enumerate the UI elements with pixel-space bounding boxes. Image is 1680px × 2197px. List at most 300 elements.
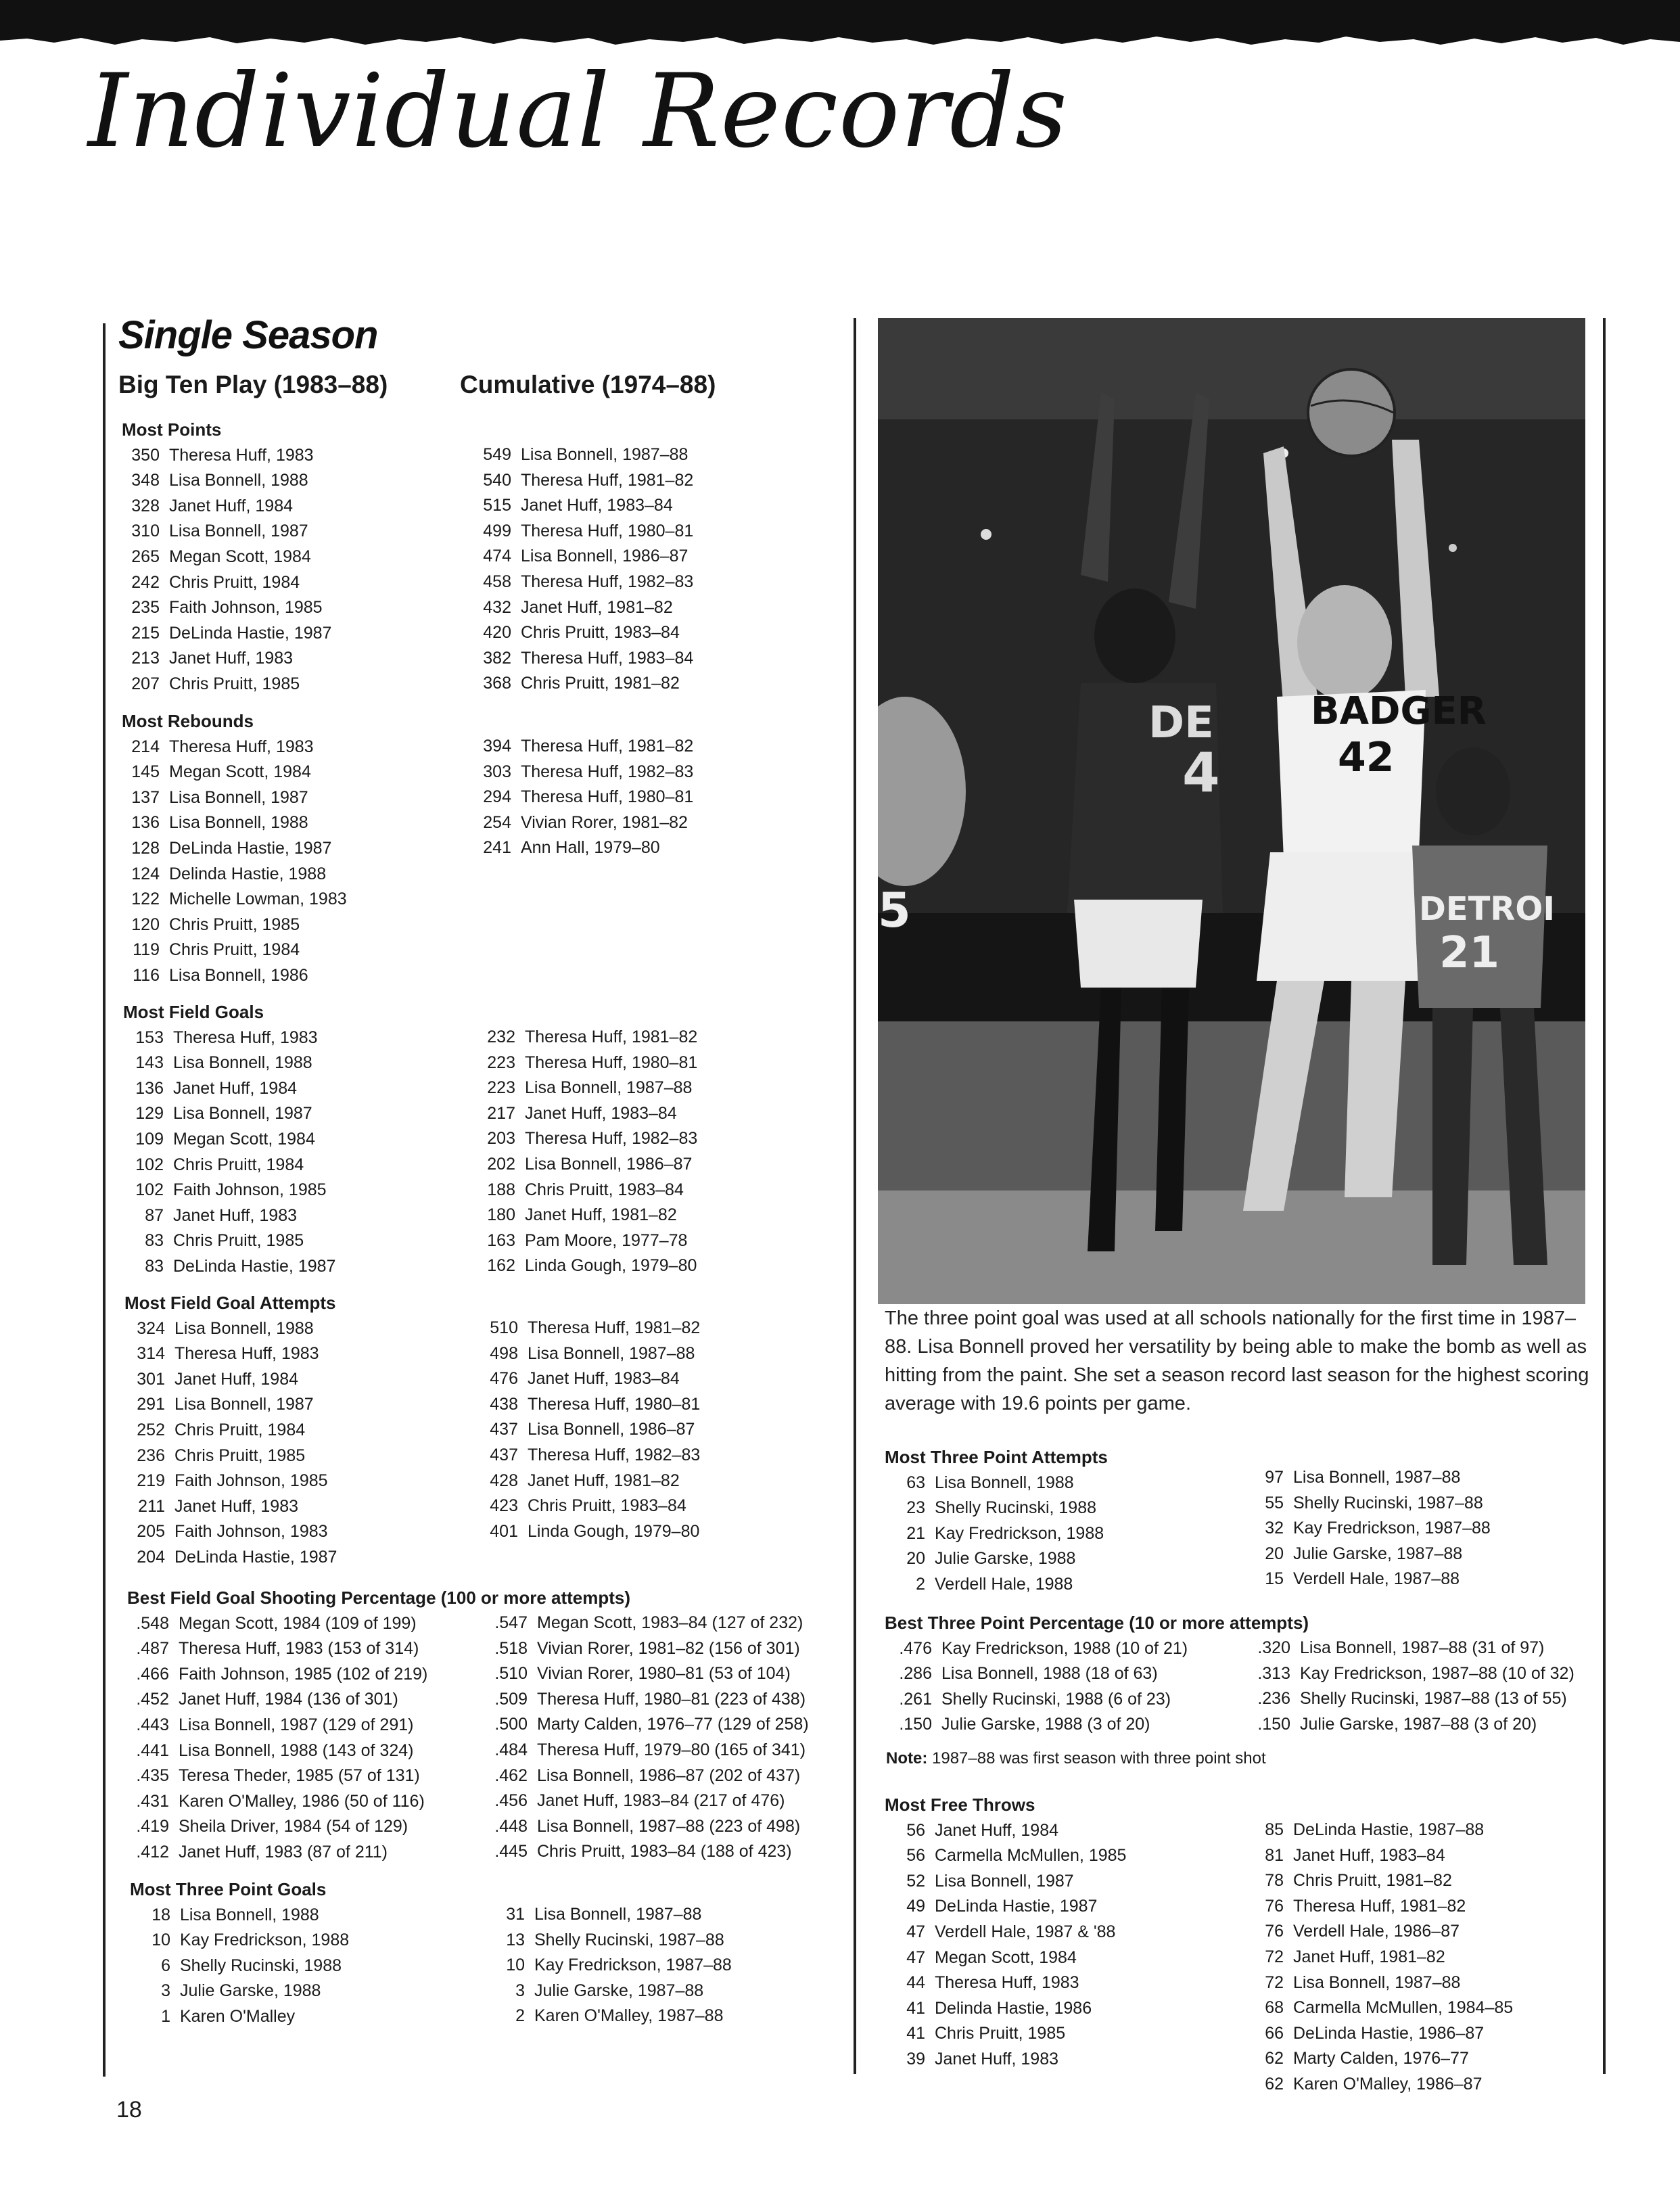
record-value: 15 bbox=[1265, 1569, 1284, 1589]
record-value: 213 bbox=[131, 649, 160, 668]
record-holder: DeLinda Hastie, 1987–88 bbox=[1293, 1820, 1485, 1839]
record-holder: Janet Huff, 1983–84 bbox=[528, 1369, 680, 1389]
record-holder: Kay Fredrickson, 1988 bbox=[935, 1523, 1104, 1543]
record-value: .412 bbox=[136, 1842, 169, 1861]
record-holder: Chris Pruitt, 1984 bbox=[169, 940, 300, 960]
record-value: 44 bbox=[906, 1973, 925, 1993]
list-item bbox=[122, 963, 347, 989]
record-holder: Chris Pruitt, 1983–84 bbox=[525, 1180, 684, 1199]
record-value: 499 bbox=[483, 521, 511, 540]
record-value: 549 bbox=[483, 445, 511, 464]
record-holder: Lisa Bonnell, 1988 bbox=[935, 1473, 1074, 1492]
photo-illustration bbox=[878, 318, 1585, 1304]
record-value: .419 bbox=[136, 1817, 169, 1836]
most-3pg-title: Most Three Point Goals bbox=[130, 1879, 327, 1899]
list-item bbox=[473, 544, 693, 570]
record-holder: Delinda Hastie, 1986 bbox=[935, 1998, 1092, 2018]
record-value: 423 bbox=[490, 1496, 518, 1516]
list-item bbox=[473, 519, 693, 545]
record-value: 76 bbox=[1265, 1922, 1284, 1941]
list-item bbox=[477, 1468, 700, 1494]
list-item bbox=[122, 836, 347, 862]
record-holder: Theresa Huff, 1981–82 bbox=[1293, 1896, 1466, 1916]
most-ft-section bbox=[885, 1793, 1126, 2073]
record-holder: Lisa Bonnell, 1986–87 bbox=[521, 547, 689, 566]
most-rebounds-section bbox=[122, 709, 347, 989]
list-item bbox=[885, 1818, 1126, 1844]
list-item bbox=[473, 646, 693, 672]
record-holder: Kay Fredrickson, 1987–88 bbox=[1293, 1519, 1491, 1538]
record-value: 10 bbox=[506, 1956, 525, 1975]
list-item bbox=[1246, 1970, 1513, 1996]
most-3pg-section bbox=[130, 1877, 349, 2030]
best-fg-pct-cumulative-list bbox=[486, 1611, 809, 1865]
record-value: 87 bbox=[145, 1205, 164, 1225]
record-holder: Julie Garske, 1988 (3 of 20) bbox=[941, 1715, 1150, 1734]
record-value: 66 bbox=[1265, 2023, 1284, 2043]
record-holder: Karen O'Malley, 1986–87 bbox=[1293, 2074, 1483, 2094]
record-holder: Janet Huff, 1981–82 bbox=[1293, 1947, 1445, 1966]
record-value: 2 bbox=[515, 2006, 525, 2026]
most-3pg-cumulative-list bbox=[487, 1902, 732, 2029]
record-value: 310 bbox=[131, 522, 160, 541]
record-value: 474 bbox=[483, 547, 511, 566]
list-item bbox=[473, 835, 693, 861]
record-value: 76 bbox=[1265, 1896, 1284, 1916]
record-value: 81 bbox=[1265, 1845, 1284, 1865]
most-fga-title: Most Field Goal Attempts bbox=[124, 1293, 336, 1313]
record-holder: Chris Pruitt, 1983–84 bbox=[521, 623, 680, 643]
list-item bbox=[130, 1928, 349, 1953]
record-value: 203 bbox=[487, 1129, 515, 1149]
record-holder: Lisa Bonnell, 1987–88 (31 of 97) bbox=[1300, 1638, 1545, 1657]
record-holder: Julie Garske, 1987–88 bbox=[534, 1981, 704, 2000]
list-item bbox=[885, 1687, 1309, 1713]
list-item bbox=[473, 810, 693, 836]
record-holder: Theresa Huff, 1983 bbox=[174, 1344, 319, 1364]
record-holder: Lisa Bonnell, 1988 (143 of 324) bbox=[179, 1740, 414, 1760]
list-item bbox=[124, 1392, 337, 1418]
record-holder: Theresa Huff, 1983 bbox=[169, 737, 314, 756]
list-item bbox=[122, 621, 331, 647]
most-ft-big-ten-list bbox=[885, 1818, 1126, 2073]
list-item bbox=[123, 1076, 335, 1102]
record-value: 219 bbox=[137, 1471, 165, 1491]
list-item bbox=[122, 519, 331, 545]
list-item bbox=[123, 1127, 335, 1153]
record-holder: Chris Pruitt, 1985 bbox=[174, 1446, 306, 1465]
middle-vertical-rule bbox=[854, 318, 856, 2074]
record-value: 145 bbox=[131, 762, 160, 782]
record-value: 102 bbox=[135, 1155, 164, 1174]
list-item bbox=[1246, 1686, 1574, 1712]
list-item bbox=[1246, 1491, 1491, 1517]
most-field-goals-title: Most Field Goals bbox=[123, 1002, 264, 1022]
record-holder: Theresa Huff, 1981–82 bbox=[525, 1027, 698, 1046]
list-item bbox=[473, 785, 693, 810]
list-item bbox=[885, 1471, 1108, 1496]
record-holder: Linda Gough, 1979–80 bbox=[528, 1521, 700, 1541]
list-item bbox=[1246, 2021, 1513, 2047]
record-holder: Shelly Rucinski, 1987–88 bbox=[1293, 1493, 1483, 1512]
record-holder: Theresa Huff, 1981–82 bbox=[528, 1318, 701, 1337]
record-value: 56 bbox=[906, 1846, 925, 1866]
record-holder: Lisa Bonnell, 1988 bbox=[180, 1905, 319, 1924]
record-holder: Linda Gough, 1979–80 bbox=[525, 1256, 697, 1276]
record-value: 31 bbox=[506, 1905, 525, 1924]
record-holder: Theresa Huff, 1979–80 (165 of 341) bbox=[537, 1740, 806, 1759]
record-holder: Theresa Huff, 1983 bbox=[935, 1973, 1079, 1993]
list-item bbox=[123, 1203, 335, 1229]
record-value: 72 bbox=[1265, 1972, 1284, 1992]
record-value: .435 bbox=[136, 1766, 169, 1786]
list-item bbox=[1246, 1995, 1513, 2021]
list-item bbox=[487, 1953, 732, 1979]
record-value: 20 bbox=[1265, 1544, 1284, 1563]
record-value: 83 bbox=[145, 1256, 164, 1276]
record-value: .441 bbox=[136, 1740, 169, 1760]
record-value: 540 bbox=[483, 470, 511, 490]
list-item bbox=[122, 887, 347, 912]
record-holder: Lisa Bonnell, 1987 bbox=[169, 787, 308, 807]
record-value: 120 bbox=[131, 915, 160, 934]
record-holder: Theresa Huff, 1983–84 bbox=[521, 648, 694, 668]
record-value: 20 bbox=[906, 1549, 925, 1569]
record-value: 301 bbox=[137, 1369, 165, 1389]
record-value: 232 bbox=[487, 1027, 515, 1046]
record-holder: Janet Huff, 1984 (136 of 301) bbox=[179, 1690, 398, 1709]
record-holder: Theresa Huff, 1983 bbox=[169, 445, 314, 465]
record-value: 39 bbox=[906, 2049, 925, 2068]
list-item bbox=[473, 734, 693, 760]
list-item bbox=[122, 862, 347, 887]
record-value: 97 bbox=[1265, 1468, 1284, 1487]
record-value: .448 bbox=[494, 1816, 528, 1836]
list-item bbox=[130, 2004, 349, 2030]
record-value: 116 bbox=[133, 965, 160, 985]
record-value: 242 bbox=[131, 572, 160, 592]
record-holder: Lisa Bonnell, 1986–87 bbox=[528, 1420, 695, 1439]
list-item bbox=[1246, 1465, 1491, 1491]
record-value: .320 bbox=[1257, 1638, 1290, 1657]
list-item bbox=[486, 1712, 809, 1738]
record-holder: Theresa Huff, 1982–83 bbox=[528, 1445, 701, 1464]
photo-jersey-center-text: BADGER bbox=[1311, 689, 1487, 733]
list-item bbox=[473, 570, 693, 595]
record-value: 428 bbox=[490, 1471, 518, 1490]
record-holder: Verdell Hale, 1986–87 bbox=[1293, 1922, 1460, 1941]
record-value: .548 bbox=[136, 1613, 169, 1633]
record-value: 265 bbox=[131, 547, 160, 566]
list-item bbox=[885, 1920, 1126, 1945]
record-holder: Julie Garske, 1987–88 (3 of 20) bbox=[1300, 1714, 1537, 1734]
record-holder: Kay Fredrickson, 1987–88 (10 of 32) bbox=[1300, 1663, 1574, 1683]
list-item bbox=[473, 760, 693, 785]
list-item bbox=[486, 1611, 809, 1636]
list-item bbox=[476, 1152, 697, 1178]
cumulative-header: Cumulative (1974–88) bbox=[460, 371, 716, 398]
record-holder: Faith Johnson, 1985 bbox=[173, 1180, 327, 1200]
list-item bbox=[486, 1636, 809, 1662]
record-value: 180 bbox=[487, 1205, 515, 1225]
record-value: .445 bbox=[494, 1842, 528, 1861]
record-holder: Janet Huff, 1983 bbox=[173, 1205, 298, 1225]
record-holder: Janet Huff, 1983–84 bbox=[1293, 1845, 1445, 1865]
list-item bbox=[476, 1253, 697, 1279]
list-item bbox=[124, 1468, 337, 1494]
most-points-section bbox=[122, 417, 331, 697]
record-value: .452 bbox=[136, 1690, 169, 1709]
list-item bbox=[885, 1869, 1126, 1895]
record-holder: Lisa Bonnell, 1988 bbox=[169, 813, 308, 833]
record-value: 204 bbox=[137, 1547, 165, 1567]
photo-jersey-right-text: DETROI bbox=[1419, 890, 1555, 928]
most-rebounds-big-ten-list bbox=[122, 735, 347, 989]
record-holder: DeLinda Hastie, 1987 bbox=[935, 1897, 1098, 1916]
record-value: 32 bbox=[1265, 1519, 1284, 1538]
record-value: 254 bbox=[483, 812, 511, 832]
best-3p-pct-big-ten-list bbox=[885, 1636, 1309, 1738]
best-3p-pct-cumulative-list bbox=[1246, 1636, 1574, 1737]
record-value: 476 bbox=[490, 1369, 518, 1389]
most-3pa-section bbox=[885, 1445, 1108, 1598]
record-value: 241 bbox=[483, 838, 511, 858]
list-item bbox=[477, 1341, 700, 1367]
record-value: 18 bbox=[151, 1905, 170, 1924]
list-item bbox=[1246, 1843, 1513, 1869]
record-holder: Lisa Bonnell, 1987 (129 of 291) bbox=[179, 1715, 414, 1734]
record-value: 13 bbox=[506, 1930, 525, 1949]
record-value: 72 bbox=[1265, 1947, 1284, 1966]
basketball-action-photo bbox=[878, 318, 1585, 1304]
record-holder: Theresa Huff, 1983 bbox=[173, 1027, 318, 1047]
record-value: .456 bbox=[494, 1791, 528, 1811]
record-value: .150 bbox=[1257, 1714, 1290, 1734]
record-holder: Janet Huff, 1983 bbox=[169, 649, 294, 668]
most-rebounds-title: Most Rebounds bbox=[122, 711, 254, 731]
record-value: 122 bbox=[131, 889, 160, 909]
record-holder: Vivian Rorer, 1980–81 (53 of 104) bbox=[537, 1664, 791, 1684]
list-item bbox=[130, 1953, 349, 1979]
list-item bbox=[885, 1661, 1309, 1687]
record-value: .484 bbox=[494, 1740, 528, 1759]
list-item bbox=[1246, 1661, 1574, 1687]
record-value: 401 bbox=[490, 1521, 518, 1541]
most-field-goals-section bbox=[123, 1000, 335, 1280]
record-value: 41 bbox=[906, 1998, 925, 2018]
list-item bbox=[473, 595, 693, 621]
list-item bbox=[487, 1928, 732, 1953]
record-value: 119 bbox=[133, 940, 160, 960]
list-item bbox=[885, 2047, 1126, 2073]
record-value: 55 bbox=[1265, 1493, 1284, 1512]
record-value: 49 bbox=[906, 1897, 925, 1916]
list-item bbox=[486, 1814, 809, 1840]
list-item bbox=[885, 1546, 1108, 1572]
list-item bbox=[885, 1970, 1126, 1996]
record-value: 202 bbox=[487, 1154, 515, 1174]
record-holder: Chris Pruitt, 1985 bbox=[169, 915, 300, 934]
record-holder: Megan Scott, 1983–84 (127 of 232) bbox=[537, 1613, 803, 1632]
record-value: 438 bbox=[490, 1394, 518, 1414]
list-item bbox=[123, 1050, 335, 1076]
record-value: 217 bbox=[487, 1103, 515, 1123]
record-value: 85 bbox=[1265, 1820, 1284, 1839]
record-value: .518 bbox=[494, 1638, 528, 1658]
record-value: 382 bbox=[483, 648, 511, 668]
list-item bbox=[122, 545, 331, 570]
record-holder: Faith Johnson, 1983 bbox=[174, 1522, 328, 1542]
list-item bbox=[122, 595, 331, 621]
record-value: .510 bbox=[494, 1664, 528, 1684]
record-holder: Lisa Bonnell, 1987–88 bbox=[521, 445, 689, 464]
record-holder: Kay Fredrickson, 1987–88 bbox=[534, 1956, 732, 1975]
record-value: 350 bbox=[131, 445, 160, 465]
note-label: Note: bbox=[886, 1749, 928, 1767]
record-value: 56 bbox=[906, 1820, 925, 1840]
list-item bbox=[473, 493, 693, 519]
list-item bbox=[486, 1738, 809, 1763]
record-holder: Sheila Driver, 1984 (54 of 129) bbox=[179, 1817, 409, 1836]
record-holder: Lisa Bonnell, 1987–88 bbox=[1293, 1972, 1461, 1992]
most-ft-cumulative-list bbox=[1246, 1818, 1513, 2098]
record-holder: Janet Huff, 1981–82 bbox=[528, 1471, 680, 1490]
list-item bbox=[123, 1228, 335, 1254]
record-value: 143 bbox=[135, 1053, 164, 1073]
list-item bbox=[885, 1521, 1108, 1547]
record-value: 21 bbox=[906, 1523, 925, 1543]
record-holder: Lisa Bonnell, 1988 bbox=[169, 471, 308, 490]
record-value: .509 bbox=[494, 1689, 528, 1709]
page-title: Individual Records bbox=[88, 53, 1069, 170]
record-value: .261 bbox=[899, 1689, 932, 1709]
record-holder: Lisa Bonnell, 1987–88 bbox=[534, 1905, 702, 1924]
list-item bbox=[477, 1392, 700, 1418]
record-value: 235 bbox=[131, 598, 160, 618]
record-holder: Marty Calden, 1976–77 (129 of 258) bbox=[537, 1715, 809, 1734]
record-holder: Janet Huff, 1984 bbox=[169, 496, 294, 515]
record-value: .476 bbox=[899, 1638, 932, 1658]
record-value: 23 bbox=[906, 1498, 925, 1518]
list-item bbox=[122, 570, 331, 596]
list-item bbox=[486, 1839, 809, 1865]
record-holder: Chris Pruitt, 1981–82 bbox=[521, 674, 680, 693]
record-value: 6 bbox=[161, 1956, 170, 1975]
record-holder: DeLinda Hastie, 1987 bbox=[174, 1547, 337, 1567]
record-holder: Lisa Bonnell, 1986–87 bbox=[525, 1154, 693, 1174]
record-holder: Chris Pruitt, 1983–84 bbox=[528, 1496, 686, 1516]
big-ten-header: Big Ten Play (1983–88) bbox=[118, 371, 388, 398]
record-value: 458 bbox=[483, 572, 511, 591]
record-value: 324 bbox=[137, 1318, 165, 1338]
record-holder: Chris Pruitt, 1985 bbox=[169, 674, 300, 693]
record-holder: Karen O'Malley, 1987–88 bbox=[534, 2006, 724, 2026]
list-item bbox=[1246, 1818, 1513, 1843]
list-item bbox=[487, 1902, 732, 1928]
record-value: .150 bbox=[899, 1715, 932, 1734]
most-fga-big-ten-list bbox=[124, 1316, 337, 1571]
record-holder: Lisa Bonnell, 1987–88 bbox=[1293, 1468, 1461, 1487]
record-holder: Megan Scott, 1984 bbox=[173, 1129, 315, 1149]
record-value: 394 bbox=[483, 737, 511, 756]
record-holder: Ann Hall, 1979–80 bbox=[521, 838, 660, 858]
list-item bbox=[487, 1979, 732, 2004]
record-holder: Verdell Hale, 1987–88 bbox=[1293, 1569, 1460, 1589]
list-item bbox=[476, 1025, 697, 1050]
most-field-goals-big-ten-list bbox=[123, 1025, 335, 1280]
record-holder: Chris Pruitt, 1981–82 bbox=[1293, 1871, 1452, 1891]
record-value: 41 bbox=[906, 2024, 925, 2043]
list-item bbox=[122, 494, 331, 519]
three-point-note bbox=[886, 1749, 1266, 1768]
record-holder: Lisa Bonnell, 1987 bbox=[173, 1104, 312, 1124]
list-item bbox=[1246, 2072, 1513, 2098]
record-value: 215 bbox=[131, 623, 160, 643]
list-item bbox=[885, 2021, 1126, 2047]
list-item bbox=[476, 1126, 697, 1152]
record-holder: Pam Moore, 1977–78 bbox=[525, 1230, 688, 1250]
list-item bbox=[473, 468, 693, 494]
list-item bbox=[477, 1519, 700, 1545]
record-holder: Shelly Rucinski, 1987–88 bbox=[534, 1930, 724, 1949]
record-value: 498 bbox=[490, 1343, 518, 1363]
list-item bbox=[123, 1153, 335, 1178]
list-item bbox=[123, 1178, 335, 1203]
record-holder: Lisa Bonnell, 1987 bbox=[169, 522, 308, 541]
section-title: Single Season bbox=[118, 313, 378, 357]
record-holder: Megan Scott, 1984 (109 of 199) bbox=[179, 1613, 417, 1633]
record-value: 62 bbox=[1265, 2074, 1284, 2094]
record-holder: Kay Fredrickson, 1988 bbox=[180, 1930, 350, 1950]
list-item bbox=[1246, 1894, 1513, 1920]
record-value: .286 bbox=[899, 1664, 932, 1684]
list-item bbox=[885, 1996, 1126, 2022]
record-value: .547 bbox=[494, 1613, 528, 1632]
record-holder: Faith Johnson, 1985 (102 of 219) bbox=[179, 1664, 428, 1684]
list-item bbox=[122, 646, 331, 672]
photo-edge-number: 5 bbox=[878, 883, 911, 938]
list-item bbox=[476, 1178, 697, 1203]
list-item bbox=[123, 1101, 335, 1127]
record-value: .466 bbox=[136, 1664, 169, 1684]
list-item bbox=[124, 1341, 337, 1367]
list-item bbox=[885, 1843, 1126, 1869]
list-item bbox=[476, 1228, 697, 1254]
photo-jersey-center-number: 42 bbox=[1338, 734, 1395, 781]
list-item bbox=[130, 1979, 349, 2004]
best-3p-pct-section bbox=[885, 1611, 1309, 1738]
list-item bbox=[476, 1203, 697, 1228]
record-value: 124 bbox=[131, 864, 160, 883]
list-item bbox=[476, 1101, 697, 1127]
list-item bbox=[473, 671, 693, 697]
record-value: 188 bbox=[487, 1180, 515, 1199]
most-points-cumulative-list bbox=[473, 442, 693, 697]
record-holder: Theresa Huff, 1983 (153 of 314) bbox=[179, 1639, 419, 1659]
record-value: 1 bbox=[161, 2006, 170, 2026]
list-item bbox=[1246, 2046, 1513, 2072]
record-holder: DeLinda Hastie, 1986–87 bbox=[1293, 2023, 1485, 2043]
note-text: 1987–88 was first season with three point shot bbox=[932, 1749, 1266, 1767]
record-holder: Lisa Bonnell, 1987–88 (223 of 498) bbox=[537, 1816, 801, 1836]
list-item bbox=[473, 442, 693, 468]
record-holder: Shelly Rucinski, 1988 (6 of 23) bbox=[941, 1689, 1171, 1709]
record-value: .462 bbox=[494, 1765, 528, 1785]
list-item bbox=[123, 1025, 335, 1051]
record-holder: Theresa Huff, 1981–82 bbox=[521, 737, 694, 756]
record-value: 162 bbox=[487, 1256, 515, 1276]
record-value: 291 bbox=[137, 1395, 165, 1414]
